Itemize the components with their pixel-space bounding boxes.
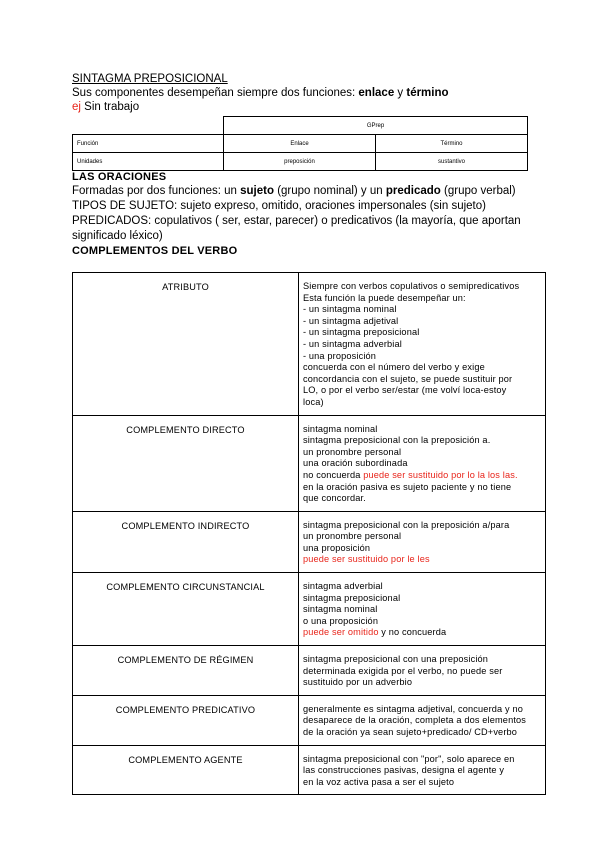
row-desc: sintagma preposicional con la preposición a/para un pronombre personal una proposición puede ser sustituido por le les <box>299 511 546 572</box>
row-desc: generalmente es sintagma adjetival, concuerda y no desaparece de la oración, completa a dos elementos de la oración ya sean sujeto+predicado/ CD+verbo <box>299 695 546 745</box>
table-row <box>73 646 546 696</box>
table-row <box>73 273 546 416</box>
example-line: ej Sin trabajo <box>72 101 140 113</box>
complementos-table <box>72 272 546 795</box>
table-row <box>73 573 546 646</box>
section-title-sintagma: SINTAGMA PREPOSICIONAL <box>72 73 228 85</box>
example-label: ej <box>72 101 81 113</box>
row-desc: sintagma preposicional con una preposición determinada exigida por el verbo, no puede ser sustituido por un adverbio <box>299 646 546 696</box>
row-name: ATRIBUTO <box>73 273 299 416</box>
row-name: COMPLEMENTO AGENTE <box>73 745 299 795</box>
table-row <box>73 745 546 795</box>
table-row: Función Enlace Término <box>73 135 528 153</box>
row-name: COMPLEMENTO PREDICATIVO <box>73 695 299 745</box>
row-desc: sintagma preposicional con "por", solo aparece en las construcciones pasivas, designa el agente y en la voz activa pasa a ser el sujeto <box>299 745 546 795</box>
row-name: COMPLEMENTO DIRECTO <box>73 415 299 511</box>
row-desc: sintagma adverbial sintagma preposicional sintagma nominal o una proposición puede ser omitido y no concuerda <box>299 573 546 646</box>
table-row <box>73 415 546 511</box>
table-row <box>73 511 546 572</box>
row-name: COMPLEMENTO DE RÉGIMEN <box>73 646 299 696</box>
heading-complementos: COMPLEMENTOS DEL VERBO <box>72 245 238 257</box>
row-name: COMPLEMENTO CIRCUNSTANCIAL <box>73 573 299 646</box>
oraciones-line-2: TIPOS DE SUJETO: sujeto expreso, omitido, oraciones impersonales (sin sujeto) <box>72 200 486 212</box>
gprep-table <box>72 116 528 171</box>
heading-oraciones: LAS ORACIONES <box>72 171 167 183</box>
empty-cell <box>73 117 224 135</box>
oraciones-line-3: PREDICADOS: copulativos ( ser, estar, parecer) o predicativos (la mayoría, que aportan <box>72 215 521 227</box>
oraciones-line-1: Formadas por dos funciones: un sujeto (grupo nominal) y un predicado (grupo verbal) <box>72 185 516 197</box>
table-row: Unidades preposición sustantivo <box>73 153 528 171</box>
row-desc: sintagma nominal sintagma preposicional con la preposición a. un pronombre personal una oración subordinada no concuerda puede ser sustituido por lo la los las. en la oración pasiva es sujeto paciente y no tiene que concordar. <box>299 415 546 511</box>
row-name: COMPLEMENTO INDIRECTO <box>73 511 299 572</box>
oraciones-line-4: significado léxico) <box>72 230 163 242</box>
table-row <box>73 695 546 745</box>
row-desc: Siempre con verbos copulativos o semipredicativos Esta función la puede desempeñar un: - un sintagma nominal - un sintagma adjetival - un sintagma preposicional - un sintagma adverbial - una proposición concuerda con el número del verbo y exige concordancia con el sujeto, se puede sustituir por LO, o por el verbo ser/estar (me volví loca-estoy loca) <box>299 273 546 416</box>
intro-line: Sus componentes desempeñan siempre dos funciones: enlace y término <box>72 87 449 99</box>
table-header: GPrep <box>224 117 528 135</box>
